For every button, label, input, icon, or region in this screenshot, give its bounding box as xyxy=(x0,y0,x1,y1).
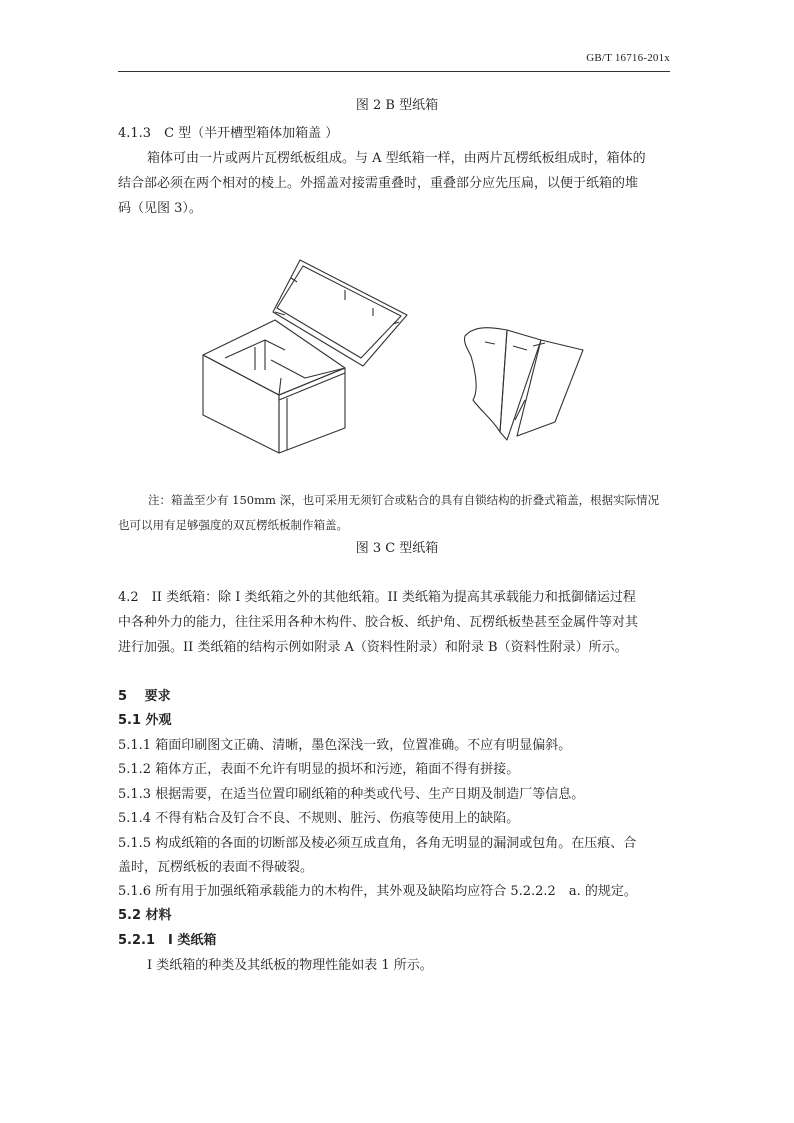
requirement-item: 5.1.5 构成纸箱的各面的切断部及棱必须互成直角，各角无明显的漏洞或包角。在压痕、合 xyxy=(118,836,637,851)
requirement-item: 5.1.6 所有用于加强纸箱承载能力的木构件，其外观及缺陷均应符合 5.2.2.2 a. 的规定。 xyxy=(118,884,637,899)
section-5-2-1-heading: 5.2.1 I 类纸箱 xyxy=(118,933,217,948)
figure-3-note: 也可以用有足够强度的双瓦楞纸板制作箱盖。 xyxy=(118,518,348,532)
corner-detail-illustration xyxy=(464,328,583,440)
section-4-1-3-text: 码（见图 3）。 xyxy=(118,201,202,216)
figure-3-note: 注：箱盖至少有 150mm 深，也可采用无须钉合或粘合的具有自锁结构的折叠式箱盖，根据实际情况 xyxy=(148,493,660,507)
section-4-2-text: 4.2 II 类纸箱：除 I 类纸箱之外的其他纸箱。II 类纸箱为提高其承载能力和抵御储运过程 xyxy=(118,590,636,605)
section-4-1-3-heading: 4.1.3 C 型（半开槽型箱体加箱盖 ） xyxy=(118,126,339,141)
standard-code: GB/T 16716-201x xyxy=(586,52,670,64)
section-4-1-3-text: 结合部必须在两个相对的棱上。外摇盖对接需重叠时，重叠部分应先压扁，以便于纸箱的堆 xyxy=(118,176,639,191)
section-4-1-3-text: 箱体可由一片或两片瓦楞纸板组成。与 A 型纸箱一样，由两片瓦楞纸板组成时，箱体的 xyxy=(147,151,646,166)
header-rule xyxy=(118,71,670,72)
figure-2-caption: 图 2 B 型纸箱 xyxy=(355,98,439,113)
figure-3-caption: 图 3 C 型纸箱 xyxy=(355,541,439,556)
requirement-item: 5.1.4 不得有粘合及钉合不良、不规则、脏污、伤痕等使用上的缺陷。 xyxy=(118,811,520,826)
requirement-item: 5.1.2 箱体方正，表面不允许有明显的损坏和污迹，箱面不得有拼接。 xyxy=(118,762,520,777)
section-4-2-text: 进行加强。II 类纸箱的结构示例如附录 A（资料性附录）和附录 B（资料性附录）所示。 xyxy=(118,640,628,655)
figure-3-drawing xyxy=(195,250,600,460)
requirement-item: 盖时，瓦楞纸板的表面不得破裂。 xyxy=(118,860,314,875)
section-5-2-1-text: I 类纸箱的种类及其纸板的物理性能如表 1 所示。 xyxy=(147,958,433,973)
section-5-2-heading: 5.2 材料 xyxy=(118,908,172,923)
requirement-item: 5.1.3 根据需要，在适当位置印刷纸箱的种类或代号、生产日期及制造厂等信息。 xyxy=(118,787,585,802)
requirement-item: 5.1.1 箱面印刷图文正确、清晰，墨色深浅一致，位置准确。不应有明显偏斜。 xyxy=(118,738,572,753)
section-5-1-heading: 5.1 外观 xyxy=(118,713,172,728)
section-4-2-text: 中各种外力的能力，往往采用各种木构件、胶合板、纸护角、瓦楞纸板垫甚至金属件等对其 xyxy=(118,615,639,630)
open-box-illustration xyxy=(203,260,407,453)
section-5-heading: 5 要求 xyxy=(118,689,171,704)
